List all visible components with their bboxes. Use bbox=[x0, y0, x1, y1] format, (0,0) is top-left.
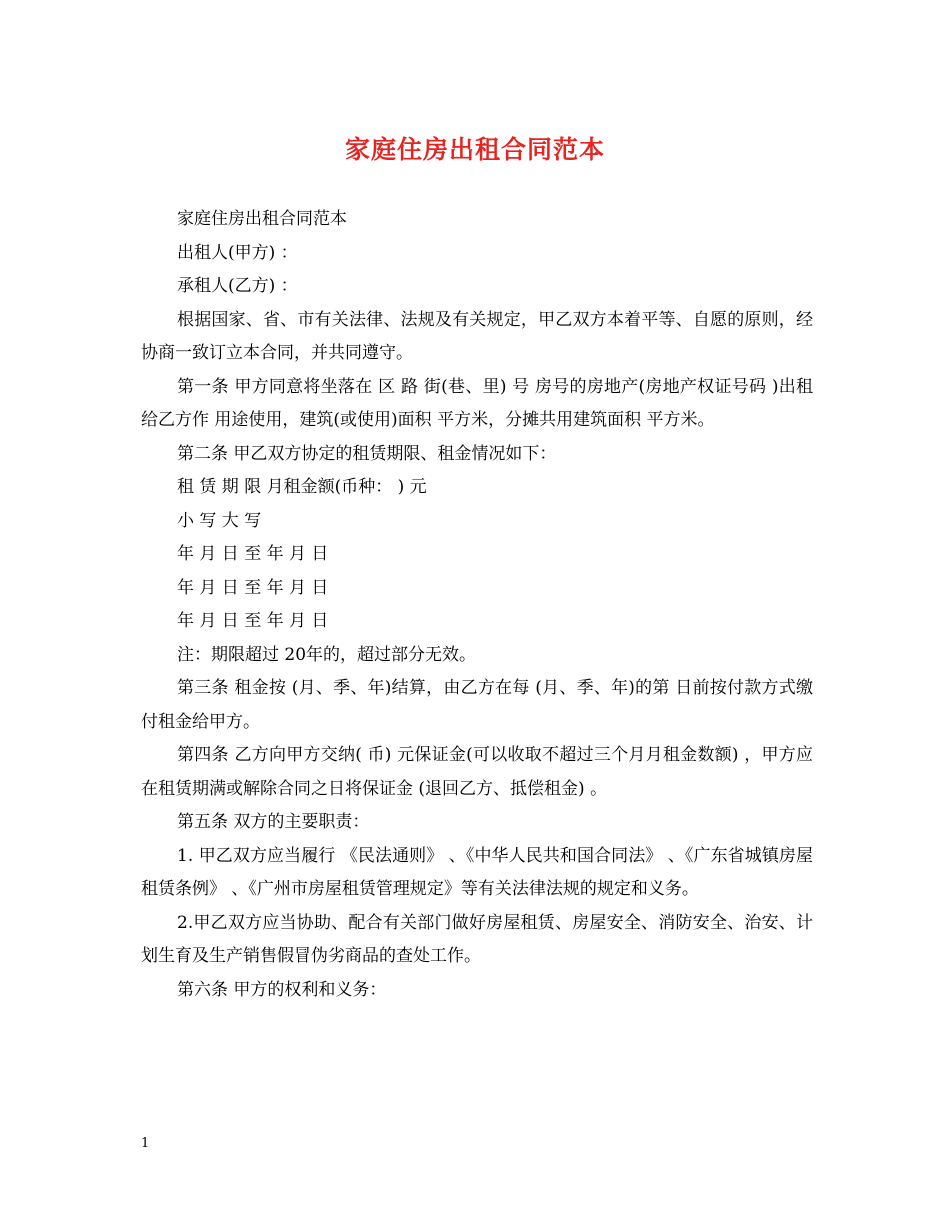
paragraph-article-6: 第六条 甲方的权利和义务： bbox=[177, 979, 387, 1000]
paragraph-period-row-2: 年 月 日 至 年 月 日 bbox=[177, 577, 329, 598]
paragraph-article-5: 第五条 双方的主要职责： bbox=[177, 812, 370, 832]
paragraph-duty-1: 1. 甲乙双方应当履行 《民法通则》 、《中华人民共和国合同法》 、《广东省城镇房屋租赁条例》 、《广州市房屋租赁管理规定》等有关法律法规的规定和义务。 bbox=[141, 845, 813, 899]
paragraph-lessee: 承租人(乙方) ： bbox=[177, 276, 298, 296]
document-body bbox=[141, 203, 813, 1007]
paragraph-lessor: 出租人(甲方) ： bbox=[177, 242, 298, 263]
paragraph-article-3: 第三条 租金按 (月、季、年)结算，由乙方在每 (月、季、年)的第 日前按付款方式缴付租金给甲方。 bbox=[141, 678, 813, 732]
document-title: 家庭住房出租合同范本 bbox=[344, 135, 605, 164]
paragraph-duty-2: 2.甲乙双方应当协助、配合有关部门做好房屋租赁、房屋安全、消防安全、治安、计划生育及生产销售假冒伪劣商品的查处工作。 bbox=[141, 912, 813, 966]
paragraph-heading: 家庭住房出租合同范本 bbox=[177, 209, 347, 229]
paragraph-preamble: 根据国家、省、市有关法律、法规及有关规定，甲乙双方本着平等、自愿的原则，经协商一致订立本合同，并共同遵守。 bbox=[141, 309, 813, 363]
paragraph-note: 注：期限超过 20年的，超过部分无效。 bbox=[177, 644, 477, 665]
paragraph-period-row-3: 年 月 日 至 年 月 日 bbox=[177, 611, 329, 631]
paragraph-rent-subheader: 小 写 大 写 bbox=[177, 510, 262, 531]
paragraph-article-1: 第一条 甲方同意将坐落在 区 路 街(巷、里) 号 房号的房地产(房地产权证号码 )出租给乙方作 用途使用，建筑(或使用)面积 平方米，分摊共用建筑面积 平方米。 bbox=[141, 376, 813, 430]
paragraph-period-row-1: 年 月 日 至 年 月 日 bbox=[177, 544, 329, 564]
page-number: 1 bbox=[141, 1136, 150, 1151]
paragraph-rent-header: 租 赁 期 限 月租金额(币种： ) 元 bbox=[177, 477, 427, 497]
paragraph-article-4: 第四条 乙方向甲方交纳( 币) 元保证金(可以收取不超过三个月月租金数额) ，甲方应在租赁期满或解除合同之日将保证金 (退回乙方、抵偿租金) 。 bbox=[141, 745, 813, 799]
paragraph-article-2: 第二条 甲乙双方协定的租赁期限、租金情况如下： bbox=[177, 443, 557, 464]
